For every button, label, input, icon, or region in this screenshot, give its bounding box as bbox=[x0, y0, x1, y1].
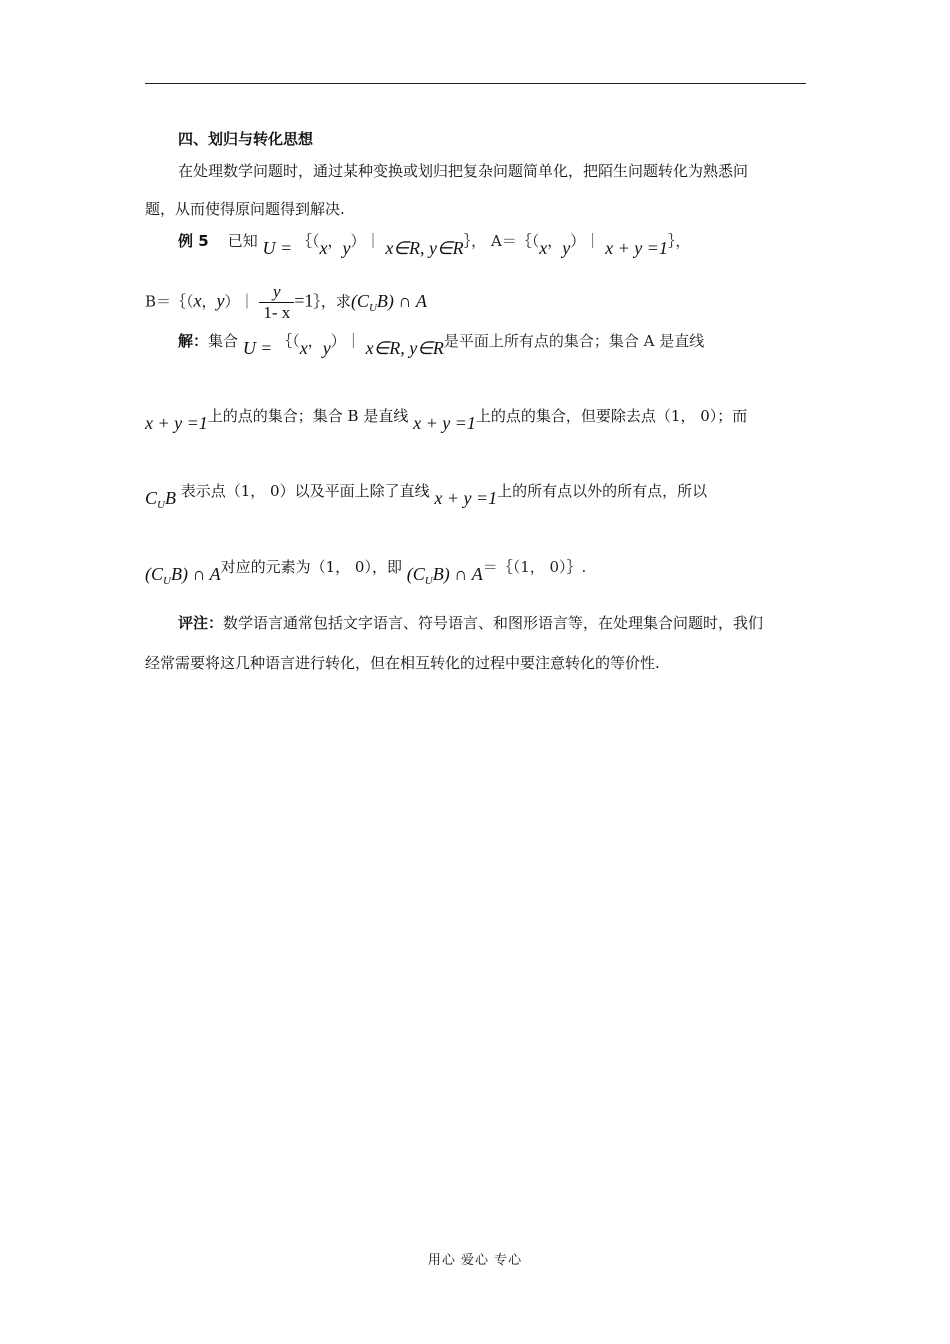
solution-line-1 bbox=[178, 330, 806, 358]
fraction-numerator: y bbox=[259, 282, 294, 303]
line-equation: x + y =1 bbox=[145, 413, 208, 433]
target-tail: B) ∩ A bbox=[376, 290, 427, 311]
solution-line-4 bbox=[145, 556, 806, 587]
cu-b: B bbox=[164, 488, 176, 508]
note-line-2: 经常需要将这几种语言进行转化，但在相互转化的过程中要注意转化的等价性. bbox=[145, 654, 660, 672]
equals-one: =1 bbox=[294, 290, 314, 311]
solution-line-3 bbox=[145, 480, 806, 511]
target-sub: U bbox=[368, 301, 377, 314]
var-x: x bbox=[319, 238, 328, 258]
solution-text: 集合 bbox=[208, 332, 239, 350]
set-open: ｛（ bbox=[296, 232, 320, 250]
target-expression bbox=[145, 564, 221, 587]
cu-sub: U bbox=[157, 499, 165, 511]
fraction-denominator: 1- x bbox=[263, 303, 291, 322]
solution-text: 上的所有点以外的所有点，所以 bbox=[497, 482, 708, 500]
solution-text: 对应的元素为（1， 0），即 bbox=[220, 558, 402, 576]
example-known: 已知 bbox=[227, 232, 258, 250]
var-y: y bbox=[342, 238, 351, 258]
solution-text: ＝｛（1， 0）｝. bbox=[482, 558, 587, 576]
solution-text: 是平面上所有点的集合；集合 A 是直线 bbox=[443, 332, 705, 350]
target-sub: U bbox=[163, 575, 171, 587]
intro-line-1: 在处理数学问题时，通过某种变换或划归把复杂问题简单化，把陌生问题转化为熟悉问 bbox=[178, 162, 749, 180]
page-footer: 用心 爱心 专心 bbox=[427, 1253, 523, 1268]
comma: ， bbox=[327, 232, 343, 250]
solution-text: 上的点的集合；集合 B 是直线 bbox=[207, 407, 409, 425]
set-a-label: A＝｛（ bbox=[490, 232, 540, 250]
note-label: 评注： bbox=[178, 614, 224, 632]
set-close: ｝， bbox=[463, 232, 487, 250]
condition-u: x∈R, y∈R bbox=[365, 338, 444, 358]
cu-c: C bbox=[145, 488, 158, 508]
paren-bar: ）｜ bbox=[350, 232, 381, 250]
comma: ， bbox=[547, 232, 563, 250]
var-x: x bbox=[299, 338, 308, 358]
example-label: 例 5 bbox=[178, 232, 209, 250]
target-tail: B) ∩ A bbox=[432, 564, 483, 584]
header-rule bbox=[145, 83, 806, 84]
comma: ， bbox=[201, 292, 217, 311]
fraction bbox=[259, 282, 294, 323]
section-heading: 四、划归与转化思想 bbox=[178, 130, 314, 148]
solution-text: 上的点的集合，但要除去点（1， 0）；而 bbox=[475, 407, 748, 425]
line-equation: x + y =1 bbox=[434, 488, 498, 508]
var-x: x bbox=[193, 290, 202, 311]
condition-a: x + y =1 bbox=[605, 238, 668, 258]
line-equation: x + y =1 bbox=[413, 413, 476, 433]
target-expression bbox=[350, 290, 427, 314]
target-tail: B) ∩ A bbox=[170, 564, 221, 584]
paren-bar: ）｜ bbox=[570, 232, 601, 250]
var-y: y bbox=[216, 290, 225, 311]
target-expression bbox=[406, 564, 483, 587]
condition-u: x∈R, y∈R bbox=[385, 238, 464, 258]
set-close: ｝， bbox=[667, 232, 691, 250]
set-u-symbol: U = bbox=[262, 238, 293, 258]
var-y: y bbox=[562, 238, 571, 258]
target-c: (C bbox=[406, 564, 425, 584]
ask-text: ｝，求 bbox=[313, 292, 351, 311]
set-u-symbol: U = bbox=[242, 338, 273, 358]
intro-line-2: 题，从而使得原问题得到解决. bbox=[145, 200, 345, 218]
target-c: (C bbox=[350, 290, 369, 311]
set-b-label: B＝｛（ bbox=[145, 292, 194, 311]
solution-label: 解： bbox=[178, 332, 209, 350]
set-open: ｛（ bbox=[277, 332, 300, 350]
paren-bar: ）｜ bbox=[330, 332, 361, 350]
comma: ， bbox=[307, 332, 323, 350]
var-x: x bbox=[539, 238, 548, 258]
var-y: y bbox=[322, 338, 331, 358]
complement-cub bbox=[145, 488, 176, 511]
note-text: 数学语言通常包括文字语言、符号语言、和图形语言等，在处理集合问题时，我们 bbox=[223, 614, 764, 632]
example-line-1 bbox=[178, 230, 806, 258]
target-sub: U bbox=[424, 575, 433, 587]
example-line-2 bbox=[145, 282, 806, 323]
paren-bar: ）｜ bbox=[224, 292, 255, 311]
note-line-1 bbox=[178, 612, 806, 633]
solution-text: 表示点（1， 0）以及平面上除了直线 bbox=[180, 482, 430, 500]
target-c: (C bbox=[145, 564, 163, 584]
solution-line-2 bbox=[145, 405, 806, 433]
